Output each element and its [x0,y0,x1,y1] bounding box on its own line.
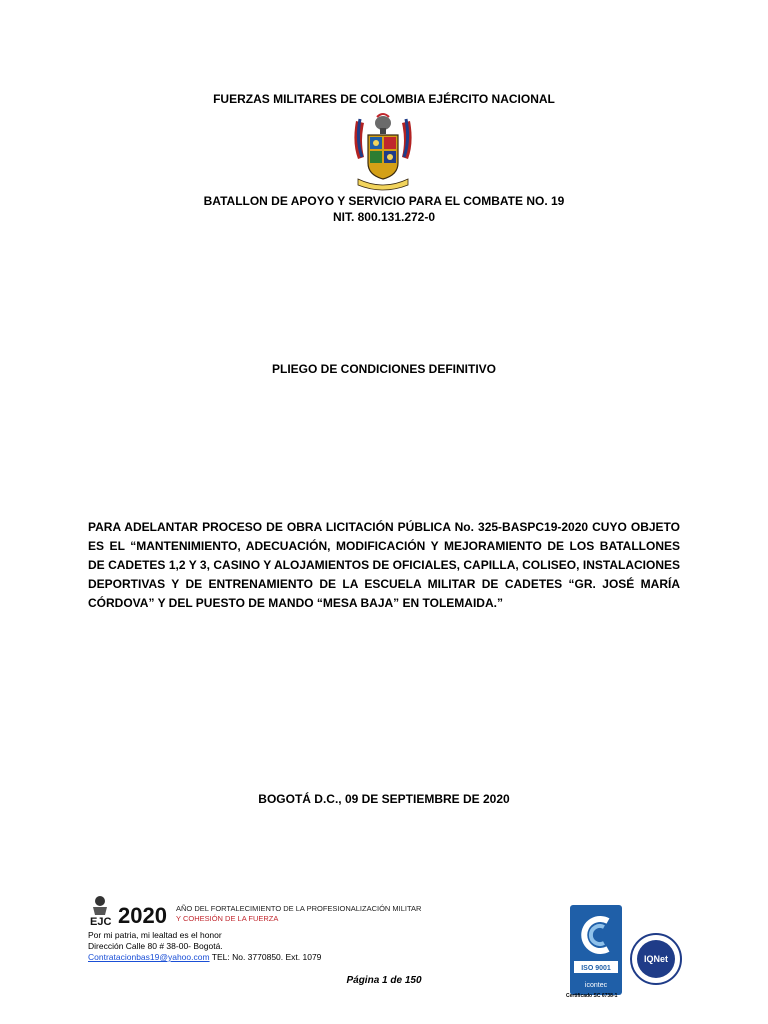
place-and-date: BOGOTÁ D.C., 09 DE SEPTIEMBRE DE 2020 [258,792,510,806]
ejc-mark: EJC [90,916,112,928]
slogan-line-2: Y COHESIÓN DE LA FUERZA [176,914,279,923]
iqnet-label: IQNet [643,954,669,964]
slogan-line-1: AÑO DEL FORTALECIMIENTO DE LA PROFESIONALIZACIÓN MILITAR [176,904,422,913]
footer-phone: TEL: No. 3770850. Ext. 1079 [211,952,322,962]
institution-heading: FUERZAS MILITARES DE COLOMBIA EJÉRCITO NACIONAL [213,92,555,106]
coat-of-arms-icon [350,113,416,193]
icontec-label: icontec [584,982,608,989]
iso-icontec-logo [570,905,622,995]
page-number: Página 1 de 150 [346,975,422,986]
footer-address: Dirección Calle 80 # 38-00- Bogotá. [88,941,223,951]
certificate-number: Certificado SC 6738-1 [566,993,618,999]
nit-number: NIT. 800.131.272-0 [332,210,436,224]
battalion-heading: BATALLON DE APOYO Y SERVICIO PARA EL COMBATE NO. 19 [203,194,565,208]
contract-object-paragraph: PARA ADELANTAR PROCESO DE OBRA LICITACIÓN PÚBLICA No. 325-BASPC19-2020 CUYO OBJETO ES EL “MANTENIMIENTO, ADECUACIÓN, MODIFICACIÓN Y MEJORAMIENTO DE LOS BATALLONES DE CADETES 1,2 Y 3, CASINO Y ALOJAMIENTOS DE OFICIALES, CAPILLA, COLISEO, INSTALACIONES DEPORTIVAS Y DE ENTRENAMIENTO DE LA ESCUELA MILITAR DE CADETES “GR. JOSÉ MARÍA CÓRDOVA” Y DEL PUESTO DE MANDO “MESA BAJA” EN TOLEMAIDA.” [88,520,680,610]
footer-contact [88,930,321,963]
year-mark: 2020 [118,903,167,928]
iso-label: ISO 9001 [581,965,611,972]
footer-motto: Por mi patria, mi lealtad es el honor [88,930,222,940]
ejc-2020-logo [88,893,422,929]
email-link[interactable]: Contratacionbas19@yahoo.com [88,952,210,962]
iqnet-seal-icon [630,933,682,985]
footer-contact-line [88,952,321,963]
document-title: PLIEGO DE CONDICIONES DEFINITIVO [271,362,497,376]
